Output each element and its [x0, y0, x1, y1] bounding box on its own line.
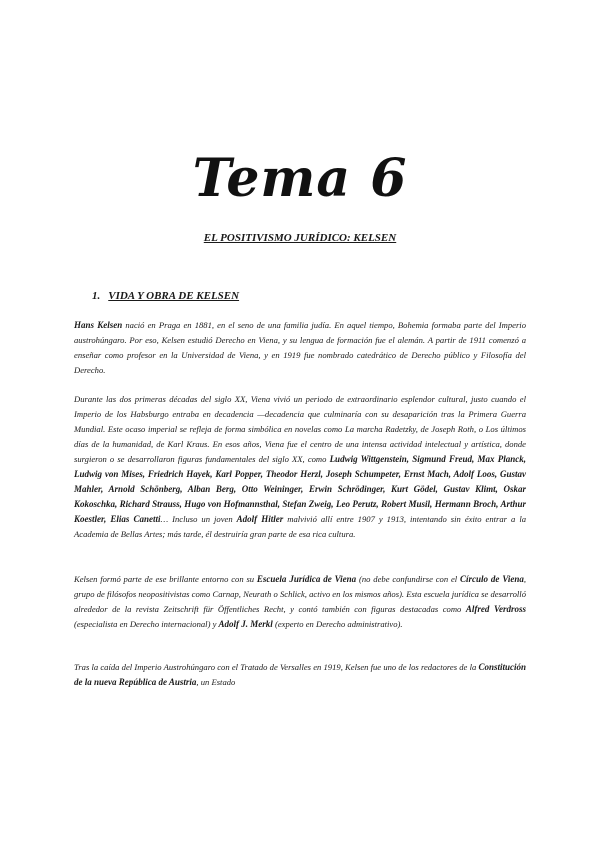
paragraph-text: , grupo de filósofos neopositivistas como Carnap, Neurath o Schlick, activo en los mismos años). Esta escuela jurídica se desarrolló alrededor de la revista Zeitschrift für Öffentliches Recht, y contó también con figuras destacadas como	[74, 574, 526, 614]
emphasis-name: Adolf Hitler	[236, 514, 284, 524]
section-heading	[92, 290, 239, 302]
paragraph-text: Tras la caída del Imperio Austrohúngaro con el Tratado de Versalles en 1919, Kelsen fue uno de los redactores de la	[74, 662, 479, 672]
emphasis-name: Hans Kelsen	[74, 320, 123, 330]
paragraph-4	[74, 660, 526, 690]
paragraph-1	[74, 318, 526, 378]
paragraph-text: malvivió allí entre 1907 y 1913, intentando sin éxito entrar a la Academia de Bellas Artes; más tarde, él destruiría gran parte de esa rica cultura.	[74, 514, 527, 539]
paragraph-text: Kelsen formó parte de ese brillante entorno con su	[74, 574, 257, 584]
paragraph-text: … Incluso un joven	[160, 514, 237, 524]
document-subtitle: EL POSITIVISMO JURÍDICO: KELSEN	[203, 232, 397, 244]
paragraph-text: , un Estado	[196, 677, 236, 687]
paragraph-text: Durante las dos primeras décadas del siglo XX, Viena vivió un periodo de extraordinario esplendor cultural, justo cuando el Imperio de los Habsburgo entraba en decadencia —decadencia que culminaría con su desaparición tras la Primera Guerra Mundial. Este ocaso imperial se refleja de forma simbólica en novelas como La marcha Radetzky, de Joseph Roth, o Los últimos días de la humanidad, de Karl Kraus. En esos años, Viena fue el centro de una intensa actividad intelectual y artística, donde surgieron o se desarrollaron figuras fundamentales del siglo XX, como	[74, 394, 526, 464]
emphasis-term: Escuela Jurídica de Viena	[256, 574, 357, 584]
emphasis-name: Alfred Verdross	[465, 604, 526, 614]
emphasis-name-list: Ludwig Wittgenstein, Sigmund Freud, Max Planck, Ludwig von Mises, Friedrich Hayek, Karl Popper, Theodor Herzl, Joseph Schumpeter, Ernst Mach, Adolf Loos, Gustav Mahler, Arnold Schönberg, Alban Berg, Otto Weininger, Erwin Schrödinger, Kurt Gödel, Gustav Klimt, Oskar Kokoschka, Richard Strauss, Hugo von Hofmannsthal, Stefan Zweig, Leo Perutz, Robert Musil, Hermann Broch, Arthur Koestler, Elias Canetti	[74, 454, 526, 524]
paragraph-text: nació en Praga en 1881, en el seno de una familia judía. En aquel tiempo, Bohemia formaba parte del Imperio austrohúngaro. Por eso, Kelsen estudió Derecho en Viena, y su lengua de formación fue el alemán. A partir de 1911 comenzó a enseñar como profesor en la Universidad de Viena, y en 1919 fue nombrado catedrático de Derecho público y Filosofía del Derecho.	[74, 320, 526, 375]
section-number: 1.	[92, 290, 101, 302]
paragraph-text: (especialista en Derecho internacional) y	[74, 619, 219, 629]
paragraph-2	[74, 392, 526, 542]
emphasis-term: Constitución de la nueva República de Austria	[74, 662, 526, 687]
paragraph-text: (no debe confundirse con el	[356, 574, 460, 584]
emphasis-term: Círculo de Viena	[459, 574, 524, 584]
section-label: VIDA Y OBRA DE KELSEN	[108, 290, 240, 302]
document-title: Tema 6	[192, 148, 408, 209]
paragraph-3	[74, 572, 526, 632]
paragraph-text: (experto en Derecho administrativo).	[272, 619, 403, 629]
emphasis-name: Adolf J. Merkl	[218, 619, 273, 629]
